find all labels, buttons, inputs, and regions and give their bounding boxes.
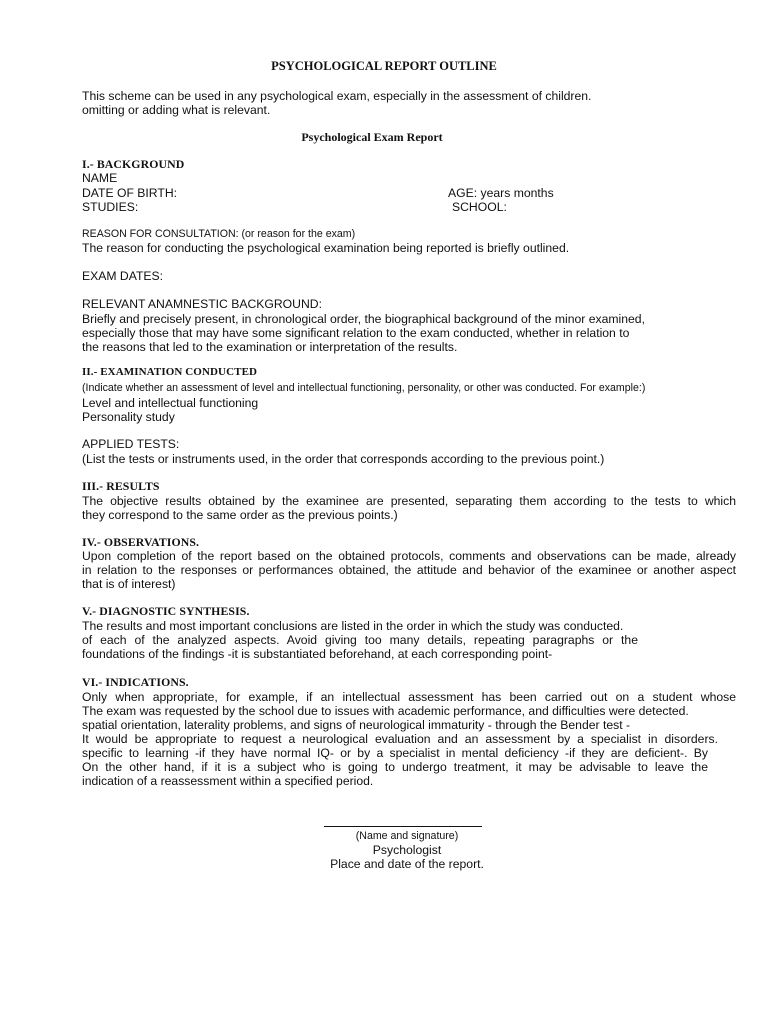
applied-tests-text: (List the tests or instruments used, in the order that corresponds according to the previous point.) [82,452,605,466]
reason-text: The reason for conducting the psychological examination being reported is briefly outlined. [82,241,570,255]
anamnestic-label: RELEVANT ANAMNESTIC BACKGROUND: [82,297,322,311]
intro-line-2: omitting or adding what is relevant. [82,103,271,117]
reason-label: REASON FOR CONSULTATION: (or reason for the exam) [82,228,356,240]
indications-line-5: specific to learning -if they have normal IQ- or by a specialist in mental deficiency -if they are deficient-. By [82,746,708,760]
indications-line-6: On the other hand, if it is a subject who is going to undergo treatment, it may be advisable to leave the [82,760,708,774]
background-heading: I.- BACKGROUND [82,157,185,171]
examination-item-2: Personality study [82,410,175,424]
anamnestic-line-3: the reasons that led to the examination or interpretation of the results. [82,340,458,354]
observations-line-3: that is of interest) [82,577,176,591]
signature-line [324,826,482,827]
examination-item-1: Level and intellectual functioning [82,396,259,410]
indications-line-2: The exam was requested by the school due to issues with academic performance, and difficulties were detected. [82,704,689,718]
school-label: SCHOOL: [452,200,507,214]
anamnestic-line-1: Briefly and precisely present, in chronological order, the biographical background of the minor examined, [82,312,645,326]
signature-role: Psychologist [372,843,442,857]
name-label: NAME [82,171,118,185]
indications-heading: VI.- INDICATIONS. [82,675,189,689]
examination-heading: II.- EXAMINATION CONDUCTED [82,366,258,378]
examination-note: (Indicate whether an assessment of level and intellectual functioning, personality, or other was conducted. For example:) [82,382,646,394]
synthesis-line-3: foundations of the findings -it is substantiated beforehand, at each corresponding point- [82,647,553,661]
intro-line-1: This scheme can be used in any psychological exam, especially in the assessment of children. [82,89,592,103]
applied-tests-label: APPLIED TESTS: [82,437,180,451]
results-line-2: they correspond to the same order as the previous points.) [82,508,398,522]
results-line-1: The objective results obtained by the examinee are presented, separating them according to the tests to which [82,494,736,508]
observations-heading: IV.- OBSERVATIONS. [82,535,200,549]
indications-line-4: It would be appropriate to request a neurological evaluation and an assessment by a specialist in disorders. [82,732,718,746]
signature-place-date: Place and date of the report. [330,857,484,871]
observations-line-1: Upon completion of the report based on the obtained protocols, comments and observations can be made, already [82,549,736,563]
indications-line-3: spatial orientation, laterality problems, and signs of neurological immaturity - through the Bender test - [82,718,631,732]
signature-caption: (Name and signature) [355,830,459,842]
indications-line-1: Only when appropriate, for example, if an intellectual assessment has been carried out on a student whose [82,690,736,704]
synthesis-heading: V.- DIAGNOSTIC SYNTHESIS. [82,604,250,618]
synthesis-line-1: The results and most important conclusions are listed in the order in which the study was conducted. [82,619,624,633]
exam-dates-label: EXAM DATES: [82,269,164,283]
report-subtitle: Psychological Exam Report [301,130,443,144]
indications-line-7: indication of a reassessment within a specified period. [82,774,374,788]
document-title: PSYCHOLOGICAL REPORT OUTLINE [271,59,497,73]
synthesis-line-2: of each of the analyzed aspects. Avoid giving too many details, repeating paragraphs or the [82,633,638,647]
observations-line-2: in relation to the responses or performances obtained, the attitude and behavior of the examinee or another aspect [82,563,736,577]
dob-label: DATE OF BIRTH: [82,186,178,200]
anamnestic-line-2: especially those that may have some significant relation to the exam conducted, whether in relation to [82,326,630,340]
results-heading: III.- RESULTS [82,479,160,493]
studies-label: STUDIES: [82,200,139,214]
age-label: AGE: years months [448,186,554,200]
